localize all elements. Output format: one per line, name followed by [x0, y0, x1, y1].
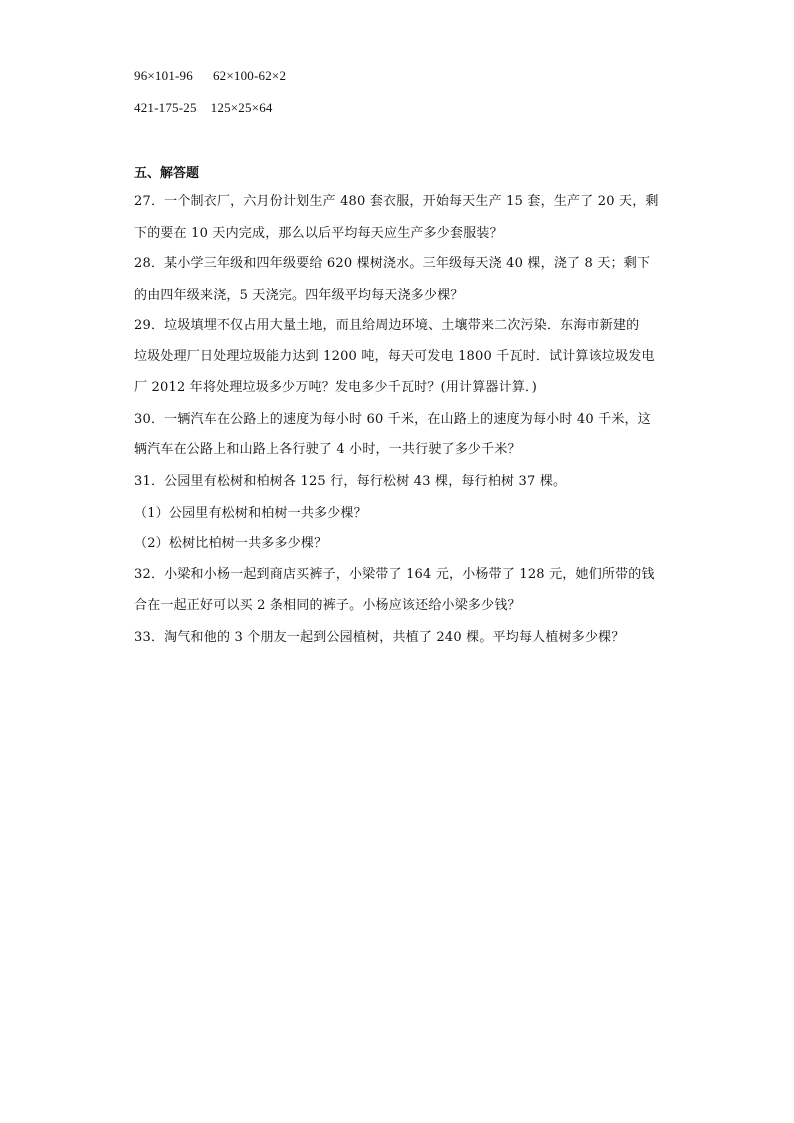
- question-30-line-2: 辆汽车在公路上和山路上各行驶了 4 小时，一共行驶了多少千米？: [134, 442, 521, 457]
- section-title: 五、解答题: [134, 166, 200, 181]
- question-29-line-2: 垃圾处理厂日处理垃圾能力达到 1200 吨，每天可发电 1800 千瓦时．试计算该垃圾发电: [134, 349, 655, 364]
- question-27-line-2: 下的要在 10 天内完成，那么以后平均每天应生产多少套服装？: [134, 226, 503, 241]
- question-30-line-1: 30．一辆汽车在公路上的速度为每小时 60 千米，在山路上的速度为每小时 40 千米，这: [134, 412, 651, 427]
- question-31-part-1: （1）公园里有松树和柏树一共多少棵？: [134, 506, 367, 521]
- question-27-line-1: 27．一个制衣厂，六月份计划生产 480 套衣服，开始每天生产 15 套，生产了 20 天，剩: [134, 194, 659, 209]
- question-28-line-2: 的由四年级来浇，5 天浇完。四年级平均每天浇多少棵？: [134, 288, 464, 303]
- calc-expression: 125×25×64: [210, 100, 273, 115]
- question-33-line-1: 33．淘气和他的 3 个朋友一起到公园植树，共植了 240 棵。平均每人植树多少棵？: [134, 630, 625, 645]
- question-31-part-2: （2）松树比柏树一共多多少棵？: [134, 536, 328, 551]
- calc-row-2: [134, 99, 273, 117]
- calc-row-1: [134, 67, 286, 85]
- question-31-line-1: 31．公园里有松树和柏树各 125 行，每行松树 43 棵，每行柏树 37 棵。: [134, 474, 567, 489]
- question-32-line-1: 32．小梁和小杨一起到商店买裤子，小梁带了 164 元，小杨带了 128 元，她们所带的钱: [134, 567, 655, 582]
- question-29-line-1: 29．垃圾填埋不仅占用大量土地，而且给周边环境、土壤带来二次污染．东海市新建的: [134, 318, 640, 333]
- calc-expression: 96×101-96: [134, 68, 193, 83]
- calc-expression: 62×100-62×2: [212, 68, 287, 83]
- question-29-line-3: 厂 2012 年将处理垃圾多少万吨？发电多少千瓦时？(用计算器计算．): [134, 380, 537, 395]
- calc-expression: 421-175-25: [134, 100, 197, 115]
- question-28-line-1: 28．某小学三年级和四年级要给 620 棵树浇水。三年级每天浇 40 棵，浇了 8 天；剩下: [134, 256, 651, 271]
- question-32-line-2: 合在一起正好可以买 2 条相同的裤子。小杨应该还给小梁多少钱？: [134, 598, 521, 613]
